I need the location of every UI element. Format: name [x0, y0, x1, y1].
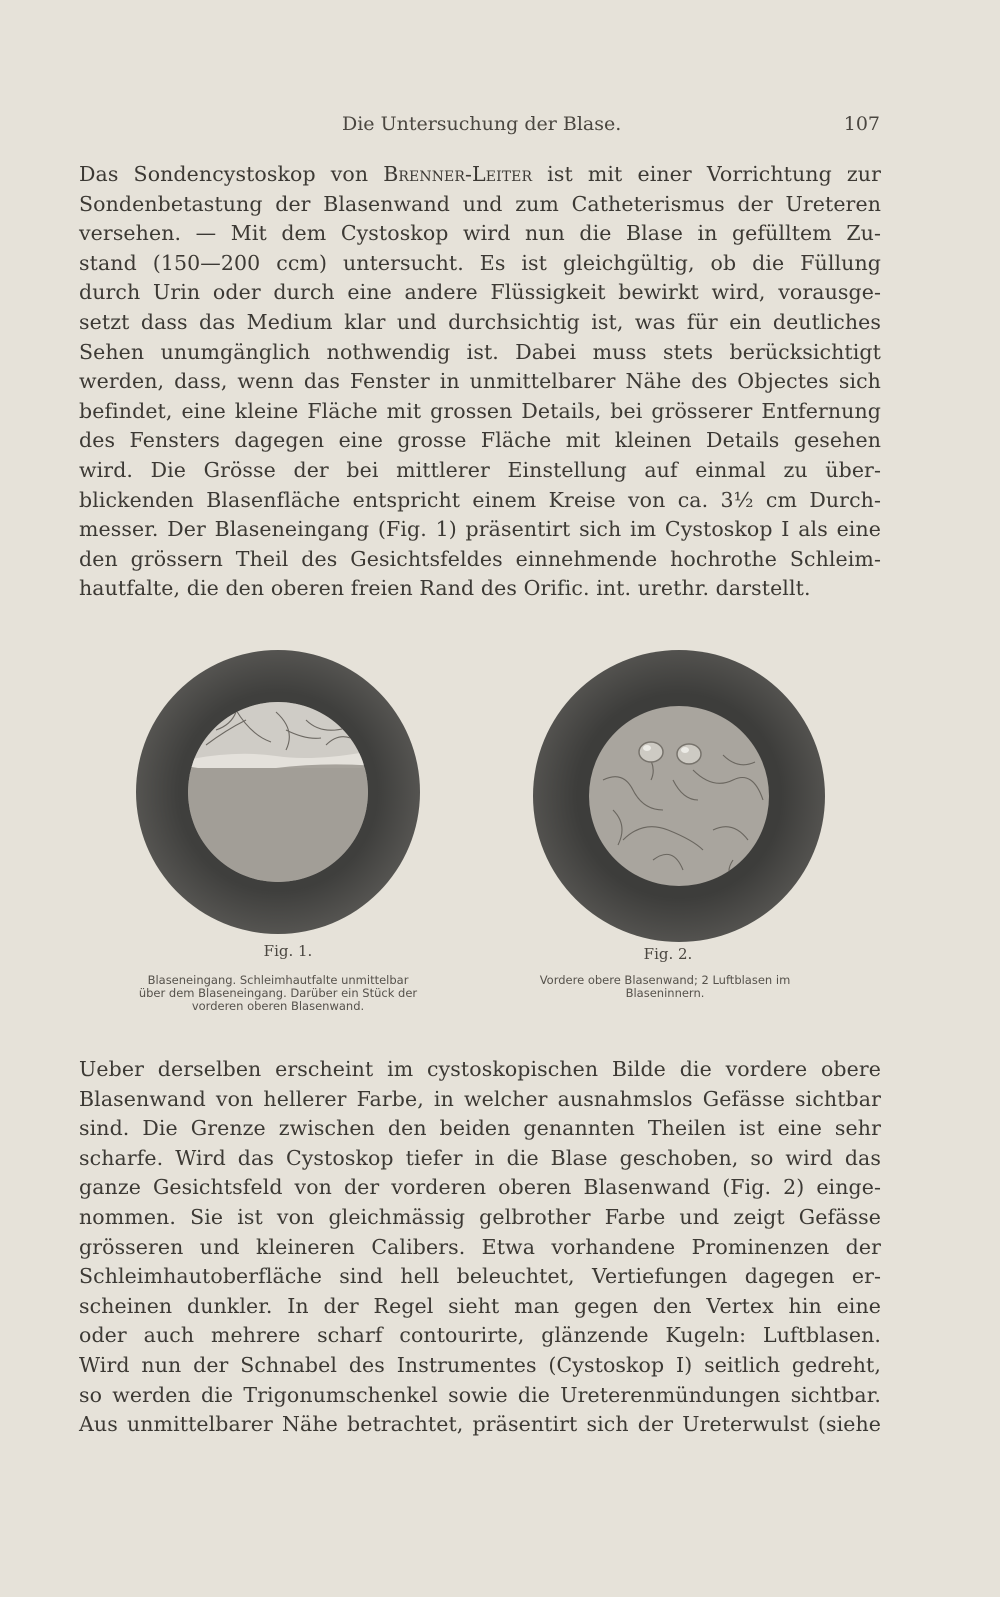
figure-2-image: [533, 650, 825, 942]
air-bubble-icon: [677, 744, 701, 764]
text-line: Schleimhautoberfläche sind hell beleuchtet, Vertiefungen dagegen er-: [79, 1264, 881, 1289]
caption-line: Blaseninnern.: [625, 986, 705, 1000]
caption-line: vorderen oberen Blasenwand.: [191, 999, 365, 1013]
figure-1-caption: [88, 974, 468, 1013]
caption-line: Vordere obere Blasenwand; 2 Luftblasen im: [539, 973, 791, 987]
text-line: Sehen unumgänglich nothwendig ist. Dabei muss stets berücksichtigt: [79, 339, 881, 364]
text-line: grösseren und kleineren Calibers. Etwa vorhandene Prominenzen der: [79, 1234, 881, 1259]
text-line: des Fensters dagegen eine grosse Fläche mit kleinen Details gesehen: [79, 428, 881, 453]
caption-line: über dem Blaseneingang. Darüber ein Stück der: [138, 986, 418, 1000]
text-line: scheinen dunkler. In der Regel sieht man gegen den Vertex hin eine: [79, 1293, 881, 1318]
air-bubble-icon: [639, 742, 663, 762]
text-line: oder auch mehrere scharf contourirte, glänzende Kugeln: Luftblasen.: [79, 1323, 881, 1348]
text-line: versehen. — Mit dem Cystoskop wird nun die Blase in gefülltem Zu-: [79, 221, 881, 246]
paragraph-top: [79, 160, 881, 604]
text-line: ganze Gesichtsfeld von der vorderen oberen Blasenwand (Fig. 2) einge-: [79, 1175, 881, 1200]
text-line: Blasenwand von hellerer Farbe, in welcher ausnahmslos Gefässe sichtbar: [79, 1086, 881, 1111]
running-title: Die Untersuchung der Blase.: [342, 113, 622, 135]
text-line: Wird nun der Schnabel des Instrumentes (Cystoskop I) seitlich gedreht,: [79, 1352, 881, 1377]
text-line: sind. Die Grenze zwischen den beiden genannten Theilen ist eine sehr: [79, 1116, 881, 1141]
text-line: scharfe. Wird das Cystoskop tiefer in die Blase geschoben, so wird das: [79, 1145, 881, 1170]
figure-1-image: [136, 650, 420, 935]
text-line: hautfalte, die den oberen freien Rand des Orific. int. urethr. darstellt.: [79, 576, 811, 601]
text-line: messer. Der Blaseneingang (Fig. 1) präsentirt sich im Cystoskop I als eine: [79, 517, 881, 542]
text-segment: ist mit einer Vorrichtung zur: [532, 162, 881, 186]
text-line: durch Urin oder durch eine andere Flüssigkeit bewirkt wird, vorausge-: [79, 280, 881, 305]
text-line: so werden die Trigonumschenkel sowie die Ureterenmündungen sichtbar.: [79, 1382, 881, 1407]
author-name: Brenner-Leiter: [383, 162, 533, 186]
caption-line: Blaseneingang. Schleimhautfalte unmittelbar: [147, 973, 409, 987]
text-line: Aus unmittelbarer Nähe betrachtet, präsentirt sich der Ureterwulst (siehe: [79, 1412, 881, 1437]
text-line: befindet, eine kleine Fläche mit grossen Details, bei grösserer Entfernung: [79, 398, 881, 423]
figure-1-label: Fig. 1.: [263, 942, 313, 960]
text-line: blickenden Blasenfläche entspricht einem Kreise von ca. 3½ cm Durch-: [79, 487, 881, 512]
text-line: stand (150—200 ccm) untersucht. Es ist gleichgültig, ob die Füllung: [79, 250, 881, 275]
text-line: setzt dass das Medium klar und durchsichtig ist, was für ein deutliches: [79, 309, 881, 334]
figure-2-caption: [480, 974, 850, 1000]
paragraph-bottom: [79, 1055, 881, 1440]
text-line: Ueber derselben erscheint im cystoskopischen Bilde die vordere obere: [79, 1057, 881, 1081]
text-line: nommen. Sie ist von gleichmässig gelbrother Farbe und zeigt Gefässe: [79, 1204, 881, 1229]
text-line: [79, 160, 881, 190]
text-line: den grössern Theil des Gesichtsfeldes einnehmende hochrothe Schleim-: [79, 546, 881, 571]
running-header: [80, 113, 880, 143]
text-line: werden, dass, wenn das Fenster in unmittelbarer Nähe des Objectes sich: [79, 369, 881, 394]
text-segment: Das Sondencystoskop von: [79, 162, 384, 186]
figure-2-label: Fig. 2.: [643, 945, 693, 963]
page-number: 107: [843, 113, 880, 135]
text-line: Sondenbetastung der Blasenwand und zum Catheterismus der Ureteren: [79, 191, 881, 216]
text-line: wird. Die Grösse der bei mittlerer Einstellung auf einmal zu über-: [79, 457, 881, 482]
